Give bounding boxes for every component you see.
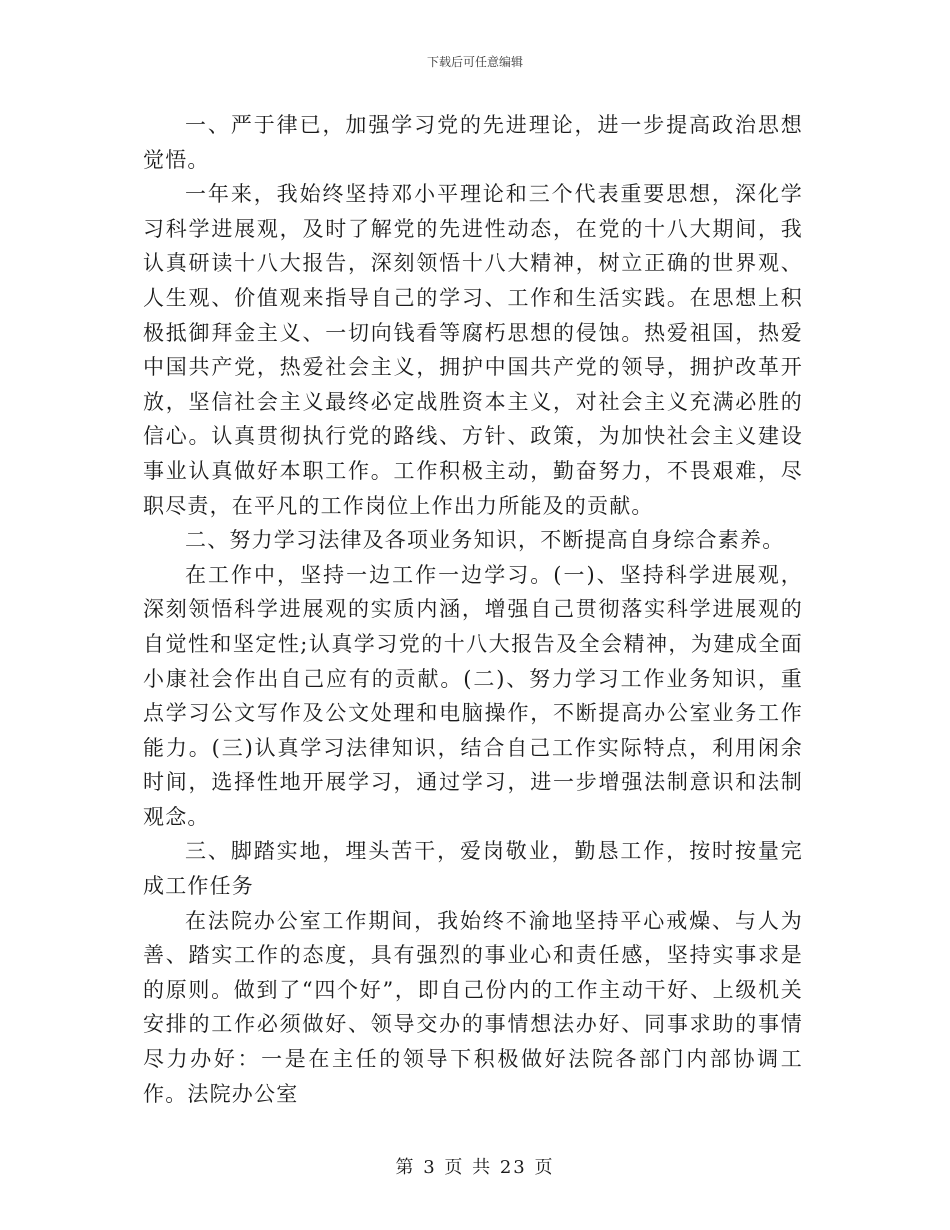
page-header-note: 下载后可任意编辑	[426, 55, 523, 69]
body-paragraph-3: 在法院办公室工作期间，我始终不渝地坚持平心戒燥、与人为善、踏实工作的态度，具有强烈的事业心和责任感，坚持实事求是的原则。做到了“四个好”，即自己份内的工作主动干好、上级机关安排的工作必须做好、领导交办的事情想法办好、同事求助的事情尽力办好：一是在主任的领导下积极做好法院各部门内部协调工作。法院办公室	[143, 908, 803, 1106]
body-paragraph-2: 在工作中，坚持一边工作一边学习。(一)、坚持科学进展观，深刻领悟科学进展观的实质内涵，增强自己贯彻落实科学进展观的自觉性和坚定性;认真学习党的十八大报告及全会精神，为建成全面小康社会作出自己应有的贡献。(二)、努力学习工作业务知识，重点学习公文写作及公文处理和电脑操作，不断提高办公室业务工作能力。(三)认真学习法律知识，结合自己工作实际特点，利用闲余时间，选择性地开展学习，通过学习，进一步增强法制意识和法制观念。	[143, 562, 803, 829]
section-heading-2: 二、努力学习法律及各项业务知识，不断提高自身综合素养。	[185, 528, 785, 553]
document-body	[143, 108, 803, 1111]
body-paragraph-1: 一年来，我始终坚持邓小平理论和三个代表重要思想，深化学习科学进展观，及时了解党的先进性动态，在党的十八大期间，我认真研读十八大报告，深刻领悟十八大精神，树立正确的世界观、人生观、价值观来指导自己的学习、工作和生活实践。在思想上积极抵御拜金主义、一切向钱看等腐朽思想的侵蚀。热爱祖国，热爱中国共产党，热爱社会主义，拥护中国共产党的领导，拥护改革开放，坚信社会主义最终必定战胜资本主义，对社会主义充满必胜的信心。认真贯彻执行党的路线、方针、政策，为加快社会主义建设事业认真做好本职工作。工作积极主动，勤奋努力，不畏艰难，尽职尽责，在平凡的工作岗位上作出力所能及的贡献。	[143, 182, 803, 518]
page-number-footer: 第 3 页 共 23 页	[395, 1157, 555, 1178]
section-heading-1: 一、严于律已，加强学习党的先进理论，进一步提高政治思想觉悟。	[143, 113, 803, 172]
section-heading-3: 三、脚踏实地，埋头苦干，爱岗敬业，勤恳工作，按时按量完成工作任务	[143, 839, 803, 899]
